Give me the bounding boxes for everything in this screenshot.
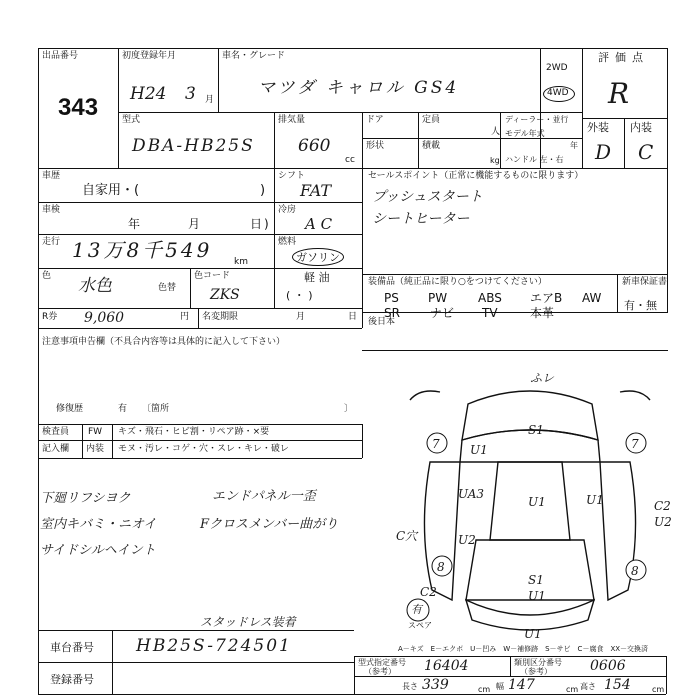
- history-value: 自家用・(: [82, 183, 140, 198]
- chassis-value: HB25S-724501: [136, 636, 292, 656]
- spare-tire-label: スペア: [408, 621, 432, 630]
- car-right-side: [600, 462, 636, 600]
- type-no-value: 16404: [424, 658, 469, 674]
- deadline-label: 名変期限: [202, 312, 239, 322]
- height-unit: cm: [652, 685, 665, 694]
- diagram-left-note: C穴: [396, 529, 418, 543]
- rear-seat-label: 後日本: [368, 317, 396, 327]
- spare-tire-mark: 有: [411, 603, 422, 616]
- diagram-rear-mark: S1: [528, 573, 544, 587]
- inspection-close: ): [264, 217, 269, 231]
- load-label: 積載: [422, 141, 441, 151]
- inspection-day: 日: [250, 217, 263, 231]
- equip-ps: PS: [384, 291, 399, 305]
- interior-label: 内装: [630, 121, 652, 134]
- score-value: R: [608, 77, 630, 110]
- equip-pw: PW: [428, 291, 448, 305]
- score-label: 評価点: [598, 51, 649, 64]
- class-no-ref: （参考）: [520, 667, 552, 676]
- fuel-gasoline: ガソリン: [296, 251, 340, 264]
- equip-leather: 本革: [530, 306, 555, 320]
- repair-has: 有: [118, 404, 128, 414]
- inspector-label: 検査員: [42, 427, 70, 437]
- diagram-top: ふレ: [530, 371, 555, 385]
- deadline-month: 月: [296, 312, 306, 322]
- color-value: 水色: [78, 276, 112, 296]
- wheel-rr-value: 8: [631, 564, 639, 578]
- warranty-value: 有・無: [624, 299, 657, 312]
- color-code-value: ZKS: [210, 287, 240, 303]
- lot-label: 出品番号: [42, 51, 79, 61]
- history-close: ): [260, 183, 266, 198]
- equip-tv: TV: [482, 306, 498, 320]
- entry-items: モヌ・汚レ・コゲ・穴・スレ・キレ・破レ: [118, 444, 289, 454]
- fuel-label: 燃料: [278, 237, 297, 247]
- chassis-label: 車台番号: [50, 641, 94, 654]
- equip-navi: ナビ: [430, 306, 455, 320]
- diagram-fender: U1: [586, 493, 604, 507]
- recycle-value: 9,060: [84, 310, 125, 326]
- diagram-left-door-rear: U2: [458, 533, 476, 547]
- model-year-unit: 年: [570, 141, 578, 150]
- width-unit: cm: [566, 685, 579, 694]
- capacity-unit: 人: [491, 127, 501, 137]
- inspector-fw: FW: [88, 427, 103, 437]
- width-value: 147: [508, 677, 535, 693]
- entry-label: 記入欄: [42, 444, 70, 454]
- repaint-label: 色替: [158, 283, 177, 293]
- wheel-fr-value: 7: [631, 437, 639, 451]
- drive-2wd: 2WD: [546, 63, 568, 73]
- car-label: 車名・グレード: [222, 51, 286, 61]
- sales-label: セールスポイント（正常に機能するものに限ります）: [368, 171, 584, 181]
- drive-4wd: 4WD: [547, 88, 569, 98]
- class-no-label: 類別区分番号: [514, 658, 562, 667]
- diagram-legend: A－キズ E－エクボ U－凹み W－補修跡 S－サビ C－腐食 XX－交換済: [398, 645, 649, 653]
- load-unit: kg: [490, 156, 500, 165]
- diagram-roof: S1: [528, 423, 544, 437]
- type-no-ref: （参考）: [364, 667, 396, 676]
- note-left-1: 下廻リフシヨク: [40, 491, 131, 506]
- fuel-paren: ( ・ ): [286, 289, 313, 302]
- displacement-value: 660: [298, 136, 331, 156]
- length-label: 長さ: [402, 682, 418, 691]
- diagram-left-door-front: UA3: [458, 487, 485, 501]
- height-value: 154: [604, 677, 631, 693]
- equip-aw: AW: [582, 291, 602, 305]
- inspection-month: 月: [188, 217, 201, 231]
- door-label: ドア: [366, 115, 384, 125]
- displacement-unit: cc: [345, 155, 355, 165]
- wheel-rl-value: 8: [437, 560, 445, 574]
- recycle-unit: 円: [180, 312, 190, 322]
- exterior-score: D: [595, 140, 612, 164]
- handle-label: ハンドル 左・右: [505, 155, 564, 164]
- sales-line-1: プッシュスタート: [372, 189, 483, 205]
- model-label: 型式: [122, 115, 141, 125]
- fuel-diesel: 軽 油: [304, 271, 330, 284]
- diagram-hood: U1: [470, 443, 488, 457]
- aircon-value: A C: [305, 215, 333, 233]
- capacity-label: 定員: [422, 115, 441, 125]
- exterior-label: 外装: [587, 121, 609, 134]
- note-left-3: サイドシルヘイント: [40, 543, 156, 558]
- history-label: 車歴: [42, 171, 61, 181]
- mileage-unit: km: [234, 257, 248, 267]
- deadline-day: 日: [348, 312, 358, 322]
- car-trunk: [466, 600, 594, 630]
- model-year-label: モデル年式: [505, 129, 545, 138]
- repair-close: 〕: [344, 404, 354, 414]
- diagram-rear: U1: [528, 495, 546, 509]
- inspection-year: 年: [128, 217, 141, 231]
- car-left-side: [424, 462, 460, 600]
- equip-sr: SR: [384, 306, 400, 320]
- diagram-right-rear: U2: [654, 515, 672, 529]
- note-bottom: スタッドレス装着: [200, 615, 296, 629]
- type-no-label: 型式指定番号: [358, 658, 406, 667]
- color-label: 色: [42, 271, 52, 281]
- model-value: DBA-HB25S: [132, 136, 255, 156]
- inspector-items: キズ・飛石・ヒビ割・リペア跡・×要: [118, 427, 270, 437]
- sales-line-2: シートヒーター: [372, 211, 470, 227]
- diagram-rear-note: U1: [528, 589, 546, 603]
- repair-place: 〔箇所: [142, 404, 170, 414]
- diagram-tail: C2: [420, 585, 437, 599]
- shift-label: シフト: [278, 171, 306, 181]
- wheel-fl-value: 7: [432, 437, 440, 451]
- recycle-label: R券: [42, 312, 58, 322]
- dealer-label: ディーラー・並行: [505, 115, 569, 124]
- registration-year: H24: [130, 84, 167, 104]
- class-no-value: 0606: [590, 658, 626, 674]
- entry-interior: 内装: [86, 444, 105, 454]
- mileage-value: 13万8千549: [72, 238, 213, 262]
- displacement-label: 排気量: [278, 115, 306, 125]
- diagram-bottom: U1: [524, 627, 542, 641]
- equipment-label: 装備品（純正品に限り○をつけてください）: [368, 277, 547, 287]
- equip-abs: ABS: [478, 291, 502, 305]
- shift-value: FAT: [300, 181, 332, 200]
- equip-airbag: エアB: [530, 291, 563, 305]
- aircon-label: 冷房: [278, 205, 297, 215]
- interior-score: C: [638, 140, 654, 164]
- note-right-2: Fクロスメンバー曲がり: [200, 517, 339, 532]
- registration-month: 3: [185, 84, 196, 104]
- registration-month-unit: 月: [205, 95, 215, 105]
- repair-label: 修復歴: [56, 404, 84, 414]
- mileage-label: 走行: [42, 237, 61, 247]
- warranty-label: 新車保証書: [622, 277, 668, 287]
- registration-label: 初度登録年月: [122, 51, 177, 61]
- length-unit: cm: [478, 685, 491, 694]
- diagram-right-front: C2: [654, 499, 671, 513]
- note-left-2: 室内キバミ・ニオイ: [40, 517, 157, 532]
- note-right-1: エンドパネル一歪: [212, 489, 316, 504]
- car-mirrors: [410, 391, 650, 400]
- registration-no-label: 登録番号: [50, 673, 94, 686]
- height-label: 高さ: [580, 682, 596, 691]
- car-name: マツダ キャロル GS4: [258, 78, 460, 98]
- color-code-label: 色コード: [194, 271, 231, 281]
- length-value: 339: [422, 677, 449, 693]
- notes-label: 注意事項申告欄（不具合内容等は具体的に記入して下さい）: [42, 337, 286, 347]
- lot-number: 343: [58, 94, 99, 121]
- shape-label: 形状: [366, 141, 385, 151]
- inspection-label: 車検: [42, 205, 61, 215]
- width-label: 幅: [496, 682, 504, 691]
